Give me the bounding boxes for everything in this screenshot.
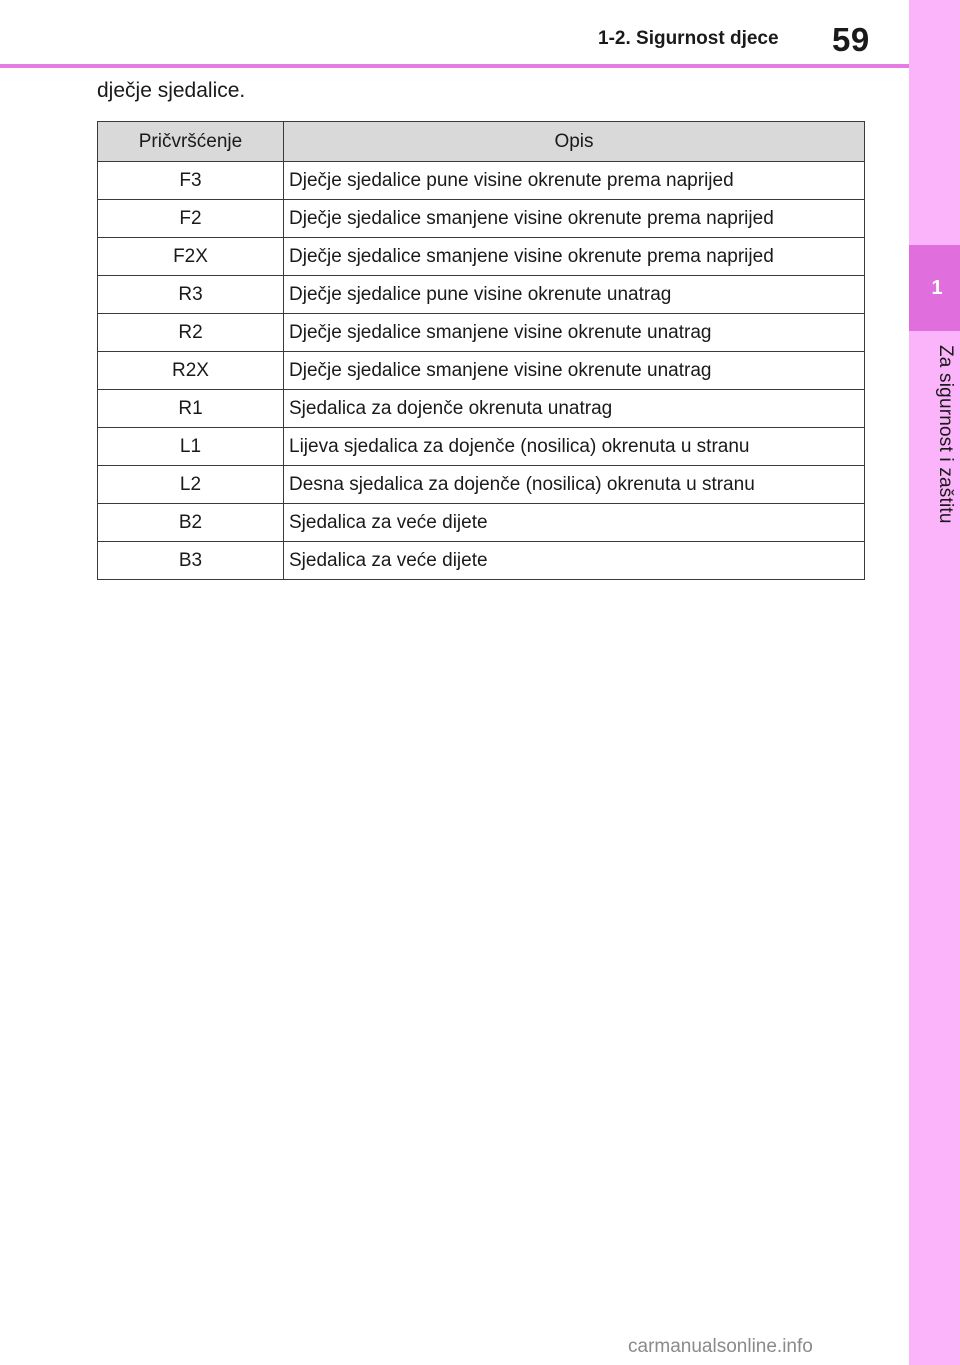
- attachment-code: R3: [98, 276, 284, 314]
- watermark: carmanualsonline.info: [628, 1336, 813, 1357]
- attachment-code: B3: [98, 542, 284, 580]
- attachment-description: Dječje sjedalice smanjene visine okrenute prema naprijed: [284, 238, 865, 276]
- attachment-code: R2: [98, 314, 284, 352]
- table-row: [98, 276, 865, 314]
- attachment-code: F2: [98, 200, 284, 238]
- attachment-code: L1: [98, 428, 284, 466]
- attachment-code: F3: [98, 162, 284, 200]
- attachment-description: Dječje sjedalice pune visine okrenute unatrag: [284, 276, 865, 314]
- table-header-row: [98, 122, 865, 162]
- attachment-description: Sjedalica za dojenče okrenuta unatrag: [284, 390, 865, 428]
- table-row: [98, 542, 865, 580]
- chapter-number: 1: [931, 276, 943, 299]
- table-row: [98, 352, 865, 390]
- attachment-code: L2: [98, 466, 284, 504]
- attachment-description: Sjedalica za veće dijete: [284, 542, 865, 580]
- attachment-description: Dječje sjedalice smanjene visine okrenute prema naprijed: [284, 200, 865, 238]
- attachment-description: Dječje sjedalice smanjene visine okrenute unatrag: [284, 314, 865, 352]
- attachment-code: F2X: [98, 238, 284, 276]
- table-row: [98, 504, 865, 542]
- lead-text: dječje sjedalice.: [97, 79, 246, 102]
- attachment-description: Lijeva sjedalica za dojenče (nosilica) okrenuta u stranu: [284, 428, 865, 466]
- table-row: [98, 200, 865, 238]
- chapter-side-band: [909, 0, 960, 1365]
- attachment-description: Dječje sjedalice smanjene visine okrenute unatrag: [284, 352, 865, 390]
- section-title: 1-2. Sigurnost djece: [598, 28, 779, 49]
- table-row: [98, 314, 865, 352]
- attachment-description: Sjedalica za veće dijete: [284, 504, 865, 542]
- table-row: [98, 466, 865, 504]
- column-header-attachment: Pričvršćenje: [98, 122, 284, 162]
- header-rule: [0, 64, 909, 68]
- page-number: 59: [832, 21, 870, 58]
- page-header: [0, 0, 909, 66]
- child-seat-table: [97, 121, 865, 580]
- column-header-description: Opis: [284, 122, 865, 162]
- chapter-title: Za sigurnost i zaštitu: [935, 345, 956, 524]
- attachment-description: Desna sjedalica za dojenče (nosilica) okrenuta u stranu: [284, 466, 865, 504]
- chapter-tab: [909, 245, 960, 331]
- table-row: [98, 162, 865, 200]
- table-row: [98, 428, 865, 466]
- attachment-code: B2: [98, 504, 284, 542]
- table-row: [98, 238, 865, 276]
- attachment-code: R1: [98, 390, 284, 428]
- table-row: [98, 390, 865, 428]
- table-body: [98, 162, 865, 580]
- attachment-code: R2X: [98, 352, 284, 390]
- attachment-description: Dječje sjedalice pune visine okrenute prema naprijed: [284, 162, 865, 200]
